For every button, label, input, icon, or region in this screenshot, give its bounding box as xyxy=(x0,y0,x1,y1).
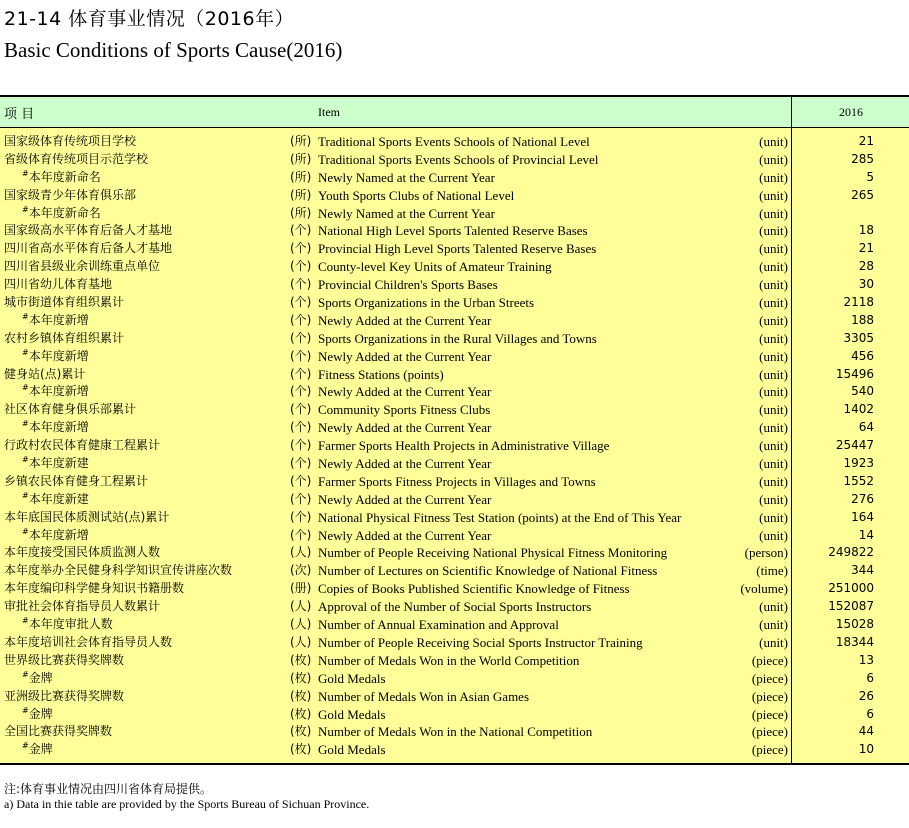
row-label-english: Community Sports Fitness Clubs xyxy=(318,402,491,418)
table-row xyxy=(0,312,909,330)
row-value-2016: 251000 xyxy=(828,581,874,596)
table-row xyxy=(0,240,909,258)
row-label-chinese: 省级体育传统项目示范学校 xyxy=(4,151,149,166)
row-unit-chinese: (枚) xyxy=(290,742,312,757)
row-value-2016: 15496 xyxy=(835,366,874,381)
row-unit-english: (unit) xyxy=(759,527,788,543)
header-item-english: Item xyxy=(318,105,340,119)
row-unit-chinese: (个) xyxy=(290,384,312,399)
row-label-english: Number of Lectures on Scientific Knowledge of National Fitness xyxy=(318,563,658,579)
row-value-2016: 15028 xyxy=(835,617,874,632)
table-row xyxy=(0,706,909,724)
row-unit-english: (unit) xyxy=(759,599,788,615)
row-label-chinese: # 本年度新增 xyxy=(22,383,89,402)
row-value-2016: 6 xyxy=(866,670,874,685)
row-unit-english: (unit) xyxy=(759,330,788,346)
table-row xyxy=(0,562,909,580)
row-unit-english: (volume) xyxy=(740,581,788,597)
row-label-chinese: 行政村农民体育健康工程累计 xyxy=(4,438,161,453)
row-value-2016: 164 xyxy=(851,509,874,524)
row-value-2016: 18 xyxy=(858,223,874,238)
row-label-chinese: # 本年度新增 xyxy=(22,419,89,438)
row-label-chinese: 本年度举办全民健身科学知识宣传讲座次数 xyxy=(4,563,233,578)
row-value-2016: 344 xyxy=(851,563,874,578)
row-label-english: Newly Named at the Current Year xyxy=(318,169,495,185)
row-unit-chinese: (枚) xyxy=(290,706,312,721)
row-label-chinese: 四川省高水平体育后备人才基地 xyxy=(4,241,173,256)
row-label-chinese: 世界级比赛获得奖牌数 xyxy=(4,652,125,667)
row-unit-english: (unit) xyxy=(759,295,788,311)
table-row xyxy=(0,222,909,240)
row-unit-english: (unit) xyxy=(759,491,788,507)
row-unit-english: (unit) xyxy=(759,134,788,149)
row-unit-english: (unit) xyxy=(759,473,788,489)
row-label-chinese: # 金牌 xyxy=(22,670,53,689)
header-item-chinese: 项 目 xyxy=(4,107,35,122)
row-label-english: Newly Added at the Current Year xyxy=(318,312,492,328)
row-label-chinese: # 金牌 xyxy=(22,706,53,725)
table-row xyxy=(0,741,909,759)
row-unit-english: (unit) xyxy=(759,259,788,275)
row-value-2016: 3305 xyxy=(843,330,874,345)
row-unit-english: (piece) xyxy=(751,688,788,704)
row-unit-chinese: (个) xyxy=(290,420,312,435)
table-row xyxy=(0,616,909,634)
table-row xyxy=(0,258,909,276)
row-unit-english: (piece) xyxy=(751,742,788,758)
row-label-english: Traditional Sports Events Schools of National Level xyxy=(318,134,590,149)
page-title-english: Basic Conditions of Sports Cause(2016) xyxy=(4,38,343,62)
row-unit-chinese: (个) xyxy=(290,241,312,256)
table-row xyxy=(0,366,909,384)
row-label-english: Fitness Stations (points) xyxy=(318,366,444,382)
row-value-2016: 18344 xyxy=(835,634,874,649)
row-value-2016: 6 xyxy=(866,706,874,721)
row-unit-chinese: (枚) xyxy=(290,688,312,703)
row-label-chinese: 本年底国民体质测试站(点)累计 xyxy=(4,509,170,524)
row-label-english: Number of Medals Won in the National Competition xyxy=(318,724,593,740)
row-value-2016: 188 xyxy=(851,312,874,327)
row-unit-english: (unit) xyxy=(759,223,788,239)
row-value-2016: 26 xyxy=(858,688,874,703)
row-unit-chinese: (枚) xyxy=(290,670,312,685)
table-row xyxy=(0,169,909,187)
row-unit-chinese: (个) xyxy=(290,330,312,345)
row-unit-english: (unit) xyxy=(759,509,788,525)
row-unit-chinese: (个) xyxy=(290,473,312,488)
row-label-english: Gold Medals xyxy=(318,670,386,686)
row-unit-english: (unit) xyxy=(759,348,788,364)
row-unit-chinese: (枚) xyxy=(290,724,312,739)
row-value-2016: 285 xyxy=(851,151,874,166)
row-label-chinese: 国家级体育传统项目学校 xyxy=(4,134,137,148)
row-unit-english: (unit) xyxy=(759,366,788,382)
row-label-english: Newly Added at the Current Year xyxy=(318,527,492,543)
table-row xyxy=(0,509,909,527)
row-label-english: Farmer Sports Fitness Projects in Villages and Towns xyxy=(318,473,596,489)
row-value-2016: 64 xyxy=(858,420,874,435)
row-unit-chinese: (个) xyxy=(290,295,312,310)
row-unit-english: (unit) xyxy=(759,402,788,418)
table-row xyxy=(0,491,909,509)
row-value-2016: 540 xyxy=(851,384,874,399)
row-label-chinese: 乡镇农民体育健身工程累计 xyxy=(4,473,149,488)
row-value-2016: 13 xyxy=(858,652,874,667)
table-row xyxy=(0,401,909,419)
row-unit-chinese: (所) xyxy=(290,151,312,166)
row-label-english: Newly Added at the Current Year xyxy=(318,456,492,472)
row-label-english: Farmer Sports Health Projects in Administrative Village xyxy=(318,438,610,454)
row-unit-chinese: (个) xyxy=(290,527,312,542)
row-unit-english: (unit) xyxy=(759,420,788,436)
table-row xyxy=(0,205,909,223)
table-row xyxy=(0,437,909,455)
row-value-2016: 25447 xyxy=(835,438,874,453)
row-value-2016: 276 xyxy=(851,491,874,506)
row-unit-chinese: (所) xyxy=(290,187,312,202)
row-label-english: Number of Medals Won in Asian Games xyxy=(318,688,530,704)
footnote-english: a) Data in thie table are provided by the Sports Bureau of Sichuan Province. xyxy=(4,797,370,811)
row-unit-chinese: (个) xyxy=(290,348,312,363)
row-unit-english: (unit) xyxy=(759,277,788,293)
row-unit-english: (unit) xyxy=(759,438,788,454)
row-value-2016: 10 xyxy=(858,742,874,757)
row-label-english: Traditional Sports Events Schools of Provincial Level xyxy=(318,151,599,167)
row-unit-chinese: (次) xyxy=(290,563,312,578)
row-unit-chinese: (所) xyxy=(290,169,312,184)
row-label-english: Approval of the Number of Social Sports Instructors xyxy=(318,599,592,615)
row-label-english: Number of People Receiving National Physical Fitness Monitoring xyxy=(318,545,668,561)
row-label-chinese: # 本年度新建 xyxy=(22,455,89,474)
row-value-2016: 456 xyxy=(851,348,874,363)
row-label-chinese: 本年度接受国民体质监测人数 xyxy=(4,545,161,560)
table-header xyxy=(0,95,909,128)
row-label-chinese: # 本年度新建 xyxy=(22,491,89,510)
row-value-2016: 265 xyxy=(851,187,874,202)
row-label-english: Newly Added at the Current Year xyxy=(318,384,492,400)
table-row xyxy=(0,133,909,151)
row-value-2016: 14 xyxy=(858,527,874,542)
row-unit-english: (piece) xyxy=(751,670,788,686)
row-label-chinese: 亚洲级比赛获得奖牌数 xyxy=(4,688,125,703)
row-unit-chinese: (册) xyxy=(290,581,312,596)
row-label-english: Newly Added at the Current Year xyxy=(318,491,492,507)
row-unit-english: (unit) xyxy=(759,205,788,221)
row-unit-english: (unit) xyxy=(759,617,788,633)
row-unit-english: (unit) xyxy=(759,384,788,400)
row-unit-chinese: (人) xyxy=(290,617,312,632)
row-label-chinese: 本年度培训社会体育指导员人数 xyxy=(4,634,173,649)
row-label-chinese: 社区体育健身俱乐部累计 xyxy=(4,402,137,417)
row-label-english: Number of Medals Won in the World Competition xyxy=(318,652,580,668)
row-label-english: National High Level Sports Talented Reserve Bases xyxy=(318,223,588,239)
row-unit-chinese: (个) xyxy=(290,402,312,417)
row-label-chinese: 健身站(点)累计 xyxy=(4,366,86,381)
row-label-english: Newly Added at the Current Year xyxy=(318,348,492,364)
row-value-2016: 249822 xyxy=(828,545,874,560)
footnote-chinese: 注:体育事业情况由四川省体育局提供。 xyxy=(4,782,213,796)
row-label-english: Newly Added at the Current Year xyxy=(318,420,492,436)
table-row xyxy=(0,383,909,401)
table-row xyxy=(0,330,909,348)
row-label-english: Gold Medals xyxy=(318,706,386,722)
row-unit-chinese: (个) xyxy=(290,312,312,327)
row-value-2016: 30 xyxy=(858,277,874,292)
row-label-english: National Physical Fitness Test Station (points) at the End of This Year xyxy=(318,509,682,525)
row-label-english: Provincial High Level Sports Talented Reserve Bases xyxy=(318,241,597,257)
row-label-english: Gold Medals xyxy=(318,742,386,758)
row-unit-english: (unit) xyxy=(759,151,788,167)
row-value-2016: 5 xyxy=(866,169,874,184)
table-row xyxy=(0,527,909,545)
row-unit-english: (piece) xyxy=(751,652,788,668)
row-label-chinese: 城市街道体育组织累计 xyxy=(4,295,125,310)
row-unit-english: (unit) xyxy=(759,456,788,472)
table-row xyxy=(0,723,909,741)
header-year: 2016 xyxy=(791,97,909,127)
row-value-2016: 2118 xyxy=(843,295,874,310)
row-label-chinese: 四川省县级业余训练重点单位 xyxy=(4,259,161,274)
row-label-chinese: # 本年度新增 xyxy=(22,312,89,331)
row-label-english: Sports Organizations in the Rural Villages and Towns xyxy=(318,330,597,346)
row-label-english: Number of Annual Examination and Approval xyxy=(318,617,559,633)
row-unit-chinese: (人) xyxy=(290,634,312,649)
row-unit-chinese: (人) xyxy=(290,599,312,614)
row-unit-english: (unit) xyxy=(759,312,788,328)
row-unit-chinese: (人) xyxy=(290,545,312,560)
row-label-english: Newly Named at the Current Year xyxy=(318,205,495,221)
table-row xyxy=(0,419,909,437)
row-label-chinese: 国家级高水平体育后备人才基地 xyxy=(4,223,173,238)
row-unit-english: (piece) xyxy=(751,724,788,740)
row-label-english: Number of People Receiving Social Sports Instructor Training xyxy=(318,634,643,650)
row-value-2016: 21 xyxy=(858,241,874,256)
row-unit-chinese: (所) xyxy=(290,205,312,220)
row-unit-english: (person) xyxy=(744,545,788,561)
row-unit-english: (piece) xyxy=(751,706,788,722)
statistics-table xyxy=(0,95,909,765)
row-unit-english: (time) xyxy=(756,563,788,579)
row-label-chinese: # 金牌 xyxy=(22,741,53,760)
row-unit-chinese: (枚) xyxy=(290,652,312,667)
row-unit-chinese: (个) xyxy=(290,509,312,524)
row-label-chinese: 本年度编印科学健身知识书籍册数 xyxy=(4,581,185,596)
row-unit-chinese: (个) xyxy=(290,223,312,238)
table-row xyxy=(0,670,909,688)
row-label-english: Youth Sports Clubs of National Level xyxy=(318,187,515,203)
row-label-chinese: # 本年度审批人数 xyxy=(22,616,113,635)
table-row xyxy=(0,580,909,598)
table-body xyxy=(0,128,909,765)
row-unit-chinese: (个) xyxy=(290,366,312,381)
table-row xyxy=(0,151,909,169)
row-value-2016: 1552 xyxy=(843,473,874,488)
row-unit-chinese: (个) xyxy=(290,456,312,471)
row-value-2016: 1402 xyxy=(843,402,874,417)
row-label-english: Sports Organizations in the Urban Streets xyxy=(318,295,535,311)
table-row xyxy=(0,688,909,706)
row-label-english: County-level Key Units of Amateur Training xyxy=(318,259,552,275)
row-value-2016: 44 xyxy=(858,724,874,739)
table-row xyxy=(0,187,909,205)
row-label-chinese: 四川省幼儿体育基地 xyxy=(4,277,113,292)
row-label-chinese: # 本年度新增 xyxy=(22,527,89,546)
table-row xyxy=(0,652,909,670)
row-value-2016: 1923 xyxy=(843,456,874,471)
row-label-chinese: 全国比赛获得奖牌数 xyxy=(4,724,113,739)
page-title-chinese: 21-14 体育事业情况（2016年） xyxy=(4,8,295,30)
row-label-chinese: 国家级青少年体育俱乐部 xyxy=(4,187,137,202)
row-unit-chinese: (个) xyxy=(290,438,312,453)
table-row xyxy=(0,348,909,366)
row-unit-english: (unit) xyxy=(759,187,788,203)
row-unit-english: (unit) xyxy=(759,169,788,185)
row-value-2016: 21 xyxy=(858,134,874,148)
table-row xyxy=(0,294,909,312)
table-row xyxy=(0,473,909,491)
row-label-chinese: 农村乡镇体育组织累计 xyxy=(4,330,125,345)
row-label-english: Copies of Books Published Scientific Knowledge of Fitness xyxy=(318,581,630,597)
row-unit-chinese: (个) xyxy=(290,491,312,506)
row-label-chinese: 审批社会体育指导员人数累计 xyxy=(4,599,161,614)
row-unit-english: (unit) xyxy=(759,241,788,257)
row-label-english: Provincial Children's Sports Bases xyxy=(318,277,498,293)
table-row xyxy=(0,544,909,562)
row-unit-chinese: (所) xyxy=(290,134,312,148)
row-label-chinese: # 本年度新增 xyxy=(22,348,89,367)
row-unit-chinese: (个) xyxy=(290,277,312,292)
table-row xyxy=(0,276,909,294)
row-label-chinese: # 本年度新命名 xyxy=(22,169,101,188)
row-unit-english: (unit) xyxy=(759,634,788,650)
row-label-chinese: # 本年度新命名 xyxy=(22,205,101,224)
table-row xyxy=(0,598,909,616)
row-value-2016: 28 xyxy=(858,259,874,274)
table-row xyxy=(0,634,909,652)
row-value-2016: 152087 xyxy=(828,599,874,614)
row-unit-chinese: (个) xyxy=(290,259,312,274)
table-row xyxy=(0,455,909,473)
